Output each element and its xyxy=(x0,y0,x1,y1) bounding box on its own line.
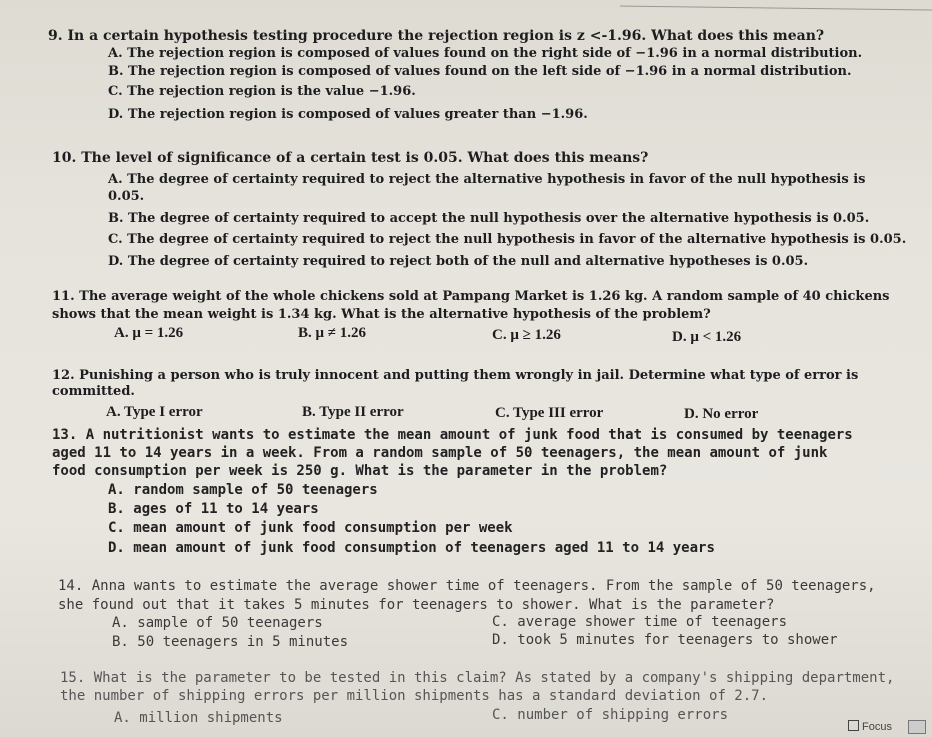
question-12-option-b: B. Type II error xyxy=(302,404,404,420)
question-13-stem-line3: food consumption per week is 250 g. What is the parameter in the problem? xyxy=(52,463,668,479)
question-11-stem-line2: shows that the mean weight is 1.34 kg. What is the alternative hypothesis of the problem? xyxy=(52,307,711,322)
question-14-option-a: A. sample of 50 teenagers xyxy=(112,615,323,631)
question-15-stem-line2: the number of shipping errors per million shipments has a standard deviation of 2.7. xyxy=(60,688,769,704)
question-15-option-c: C. number of shipping errors xyxy=(492,707,729,723)
question-12-option-a: A. Type I error xyxy=(106,404,203,420)
question-9-option-a: A. The rejection region is composed of values found on the right side of −1.96 in a normal distribution. xyxy=(108,46,863,61)
question-13-option-d: D. mean amount of junk food consumption of teenagers aged 11 to 14 years xyxy=(108,540,715,556)
question-10-option-a-line2: 0.05. xyxy=(108,189,145,204)
question-11-option-d: D. μ < 1.26 xyxy=(672,329,742,345)
question-11-option-a: A. μ = 1.26 xyxy=(114,325,184,341)
question-9-option-b: B. The rejection region is composed of values found on the left side of −1.96 in a normal distribution. xyxy=(108,64,852,79)
question-11-option-c: C. μ ≥ 1.26 xyxy=(492,327,561,343)
question-14-option-b: B. 50 teenagers in 5 minutes xyxy=(112,634,349,650)
question-14-option-d: D. took 5 minutes for teenagers to shower xyxy=(492,632,838,648)
gallery-icon[interactable] xyxy=(908,720,926,734)
question-13-option-b: B. ages of 11 to 14 years xyxy=(108,501,319,517)
question-12-option-d: D. No error xyxy=(684,406,759,422)
question-9-option-c: C. The rejection region is the value −1.96. xyxy=(108,84,416,99)
question-14-stem-line1: 14. Anna wants to estimate the average shower time of teenagers. From the sample of 50 teenagers, xyxy=(58,578,876,594)
focus-icon xyxy=(848,720,859,731)
question-13-option-a: A. random sample of 50 teenagers xyxy=(108,482,378,498)
question-10-option-a-line1: A. The degree of certainty required to reject the alternative hypothesis in favor of the null hypothesis is xyxy=(108,172,866,187)
question-10-stem: 10. The level of significance of a certain test is 0.05. What does this means? xyxy=(52,150,649,166)
question-9-stem: 9. In a certain hypothesis testing procedure the rejection region is z <-1.96. What does this mean? xyxy=(48,28,825,44)
question-13-stem-line2: aged 11 to 14 years in a week. From a random sample of 50 teenagers, the mean amount of junk xyxy=(52,445,828,461)
focus-button[interactable] xyxy=(848,720,892,733)
question-9-option-d: D. The rejection region is composed of values greater than −1.96. xyxy=(108,107,588,122)
question-15-stem-line1: 15. What is the parameter to be tested in this claim? As stated by a company's shipping department, xyxy=(60,670,895,686)
question-12-option-c: C. Type III error xyxy=(495,405,604,421)
question-13-option-c: C. mean amount of junk food consumption per week xyxy=(108,520,513,536)
question-11-option-b: B. μ ≠ 1.26 xyxy=(298,325,366,341)
focus-label: Focus xyxy=(862,721,892,733)
question-12-stem-line2: committed. xyxy=(52,384,135,399)
question-10-option-b: B. The degree of certainty required to accept the null hypothesis over the alternative hypothesis is 0.05. xyxy=(108,211,870,226)
question-11-stem-line1: 11. The average weight of the whole chickens sold at Pampang Market is 1.26 kg. A random sample of 40 chickens xyxy=(52,289,890,304)
question-14-option-c: C. average shower time of teenagers xyxy=(492,614,788,630)
question-13-stem-line1: 13. A nutritionist wants to estimate the mean amount of junk food that is consumed by teenagers xyxy=(52,427,853,443)
question-12-stem-line1: 12. Punishing a person who is truly innocent and putting them wrongly in jail. Determine what type of error is xyxy=(52,368,859,383)
question-15-option-a: A. million shipments xyxy=(114,710,283,726)
question-10-option-c: C. The degree of certainty required to reject the null hypothesis in favor of the alternative hypothesis is 0.05. xyxy=(108,232,907,247)
question-14-stem-line2: she found out that it takes 5 minutes for teenagers to shower. What is the parameter? xyxy=(58,597,775,613)
question-10-option-d: D. The degree of certainty required to reject both of the null and alternative hypotheses is 0.05. xyxy=(108,254,809,269)
